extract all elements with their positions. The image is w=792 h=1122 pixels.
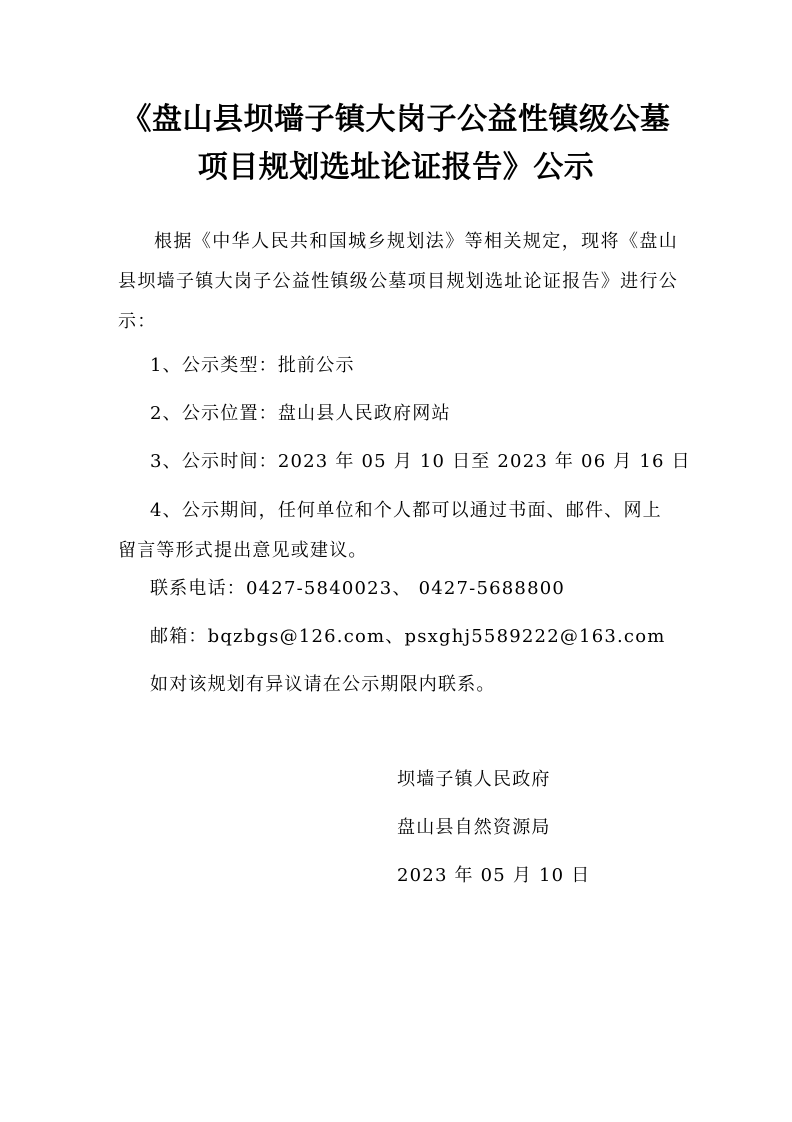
title-line-1: 《盘山县坝墙子镇大岗子公益性镇级公墓 [121, 102, 671, 137]
document-title [90, 96, 702, 192]
signature-org-bureau: 盘山县自然资源局 [397, 817, 551, 838]
item-time: 3、公示时间：2023 年 05 月 10 日至 2023 年 06 月 16 日 [150, 451, 691, 472]
contact-email: 邮箱：bqzbgs@126.com、psxghj5589222@163.com [150, 626, 666, 647]
item-type: 1、公示类型：批前公示 [150, 355, 355, 376]
signature-org-town: 坝墙子镇人民政府 [397, 769, 551, 790]
signature-date: 2023 年 05 月 10 日 [397, 865, 591, 886]
item-location: 2、公示位置：盘山县人民政府网站 [150, 403, 451, 424]
contact-phone: 联系电话：0427-5840023、 0427-5688800 [150, 578, 566, 599]
intro-paragraph: 根据《中华人民共和国城乡规划法》等相关规定，现将《盘山县坝墙子镇大岗子公益性镇级公墓项目规划选址论证报告》进行公示： [118, 231, 678, 332]
contact-note: 如对该规划有异议请在公示期限内联系。 [150, 674, 496, 695]
item-period: 4、公示期间，任何单位和个人都可以通过书面、邮件、网上留言等形式提出意见或建议。 [118, 500, 662, 561]
title-line-2: 项目规划选址论证报告》公示 [197, 150, 595, 185]
